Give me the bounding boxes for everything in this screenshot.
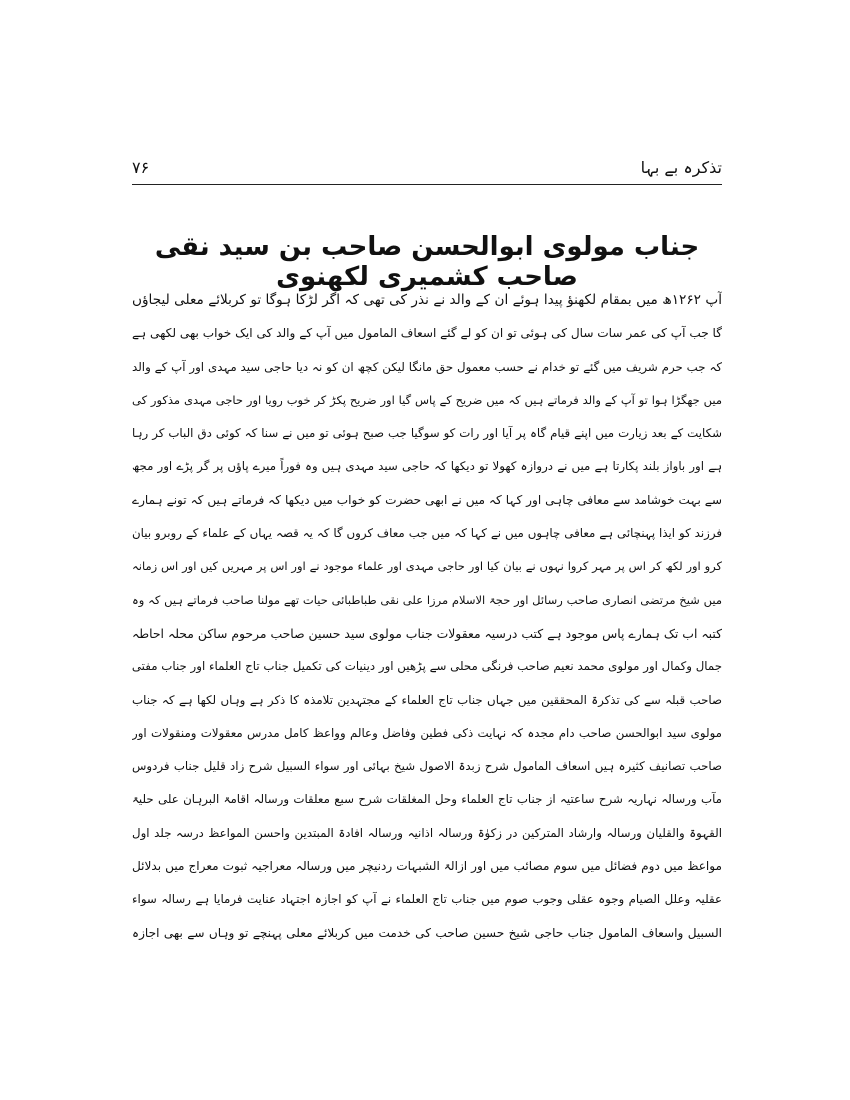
text-line: مآب ورسالہ نہاریہ شرح ساعتیہ از جناب تاج العلماء وحل المغلقات شرح سبع معلقات ورسالہ اقامۃ البرہان علی حلیۃ bbox=[132, 792, 722, 807]
text-line: کتبہ اب تک ہمارے پاس موجود ہے کتب درسیہ معقولات جناب مولوی سید حسین صاحب مرحوم ساکن محلہ احاطہ bbox=[132, 625, 722, 641]
text-line: گا جب آپ کی عمر سات سال کی ہوئی تو ان کو لے گئے اسعاف المامول میں آپ کے والد کی ایک خواب بھی لکھی ہے bbox=[132, 326, 722, 341]
body-text bbox=[132, 284, 722, 950]
text-line: ہے اور باواز بلند پکارتا ہے میں نے دروازہ کھولا تو دیکھا کہ حاجی سید مہدی ہیں وہ فوراً میرے پاؤں پر گر پڑے اور مجھ bbox=[132, 459, 722, 474]
text-line: صاحب تصانیف کثیرہ ہیں اسعاف المامول شرح زبدۃ الاصول شیخ بہائی اور سواء السبیل شرح زاد قلیل جناب فردوس bbox=[132, 759, 722, 774]
header-rule bbox=[132, 184, 722, 185]
text-line: القہوۃ والقلیان ورسالہ وارشاد المترکین در زکوٰۃ ورسالہ اذانیہ ورسالہ افادۃ المبتدین واحسن المواعظ درسہ جلد اول bbox=[132, 825, 722, 840]
text-line: السبیل واسعاف المامول جناب حاجی شیخ حسین صاحب کی خدمت میں کربلائے معلی پہنچے تو وہاں سے بھی اجازہ bbox=[132, 925, 722, 940]
text-line: مولوی سید ابوالحسن صاحب دام مجدہ کہ نہایت ذکی فطین وفاضل وعالم وواعظ کامل مدرس معقولات ومنقولات اور bbox=[132, 725, 722, 740]
text-line: سے بہت خوشامد سے معافی چاہی اور کہا کہ میں نے ابھی حضرت کو خواب میں دیکھا کہ فرماتے ہیں کہ تونے ہمارے bbox=[132, 492, 722, 507]
page-number: ۷۶ bbox=[132, 158, 150, 177]
running-title: تذکرہ بے بہا bbox=[640, 158, 722, 177]
text-line: شکایت کے بعد زیارت میں اپنے قیام گاہ پر آیا اور رات کو سوگیا جب صبح ہوئی تو میں نے سنا کہ کوئی دق الباب کر رہا bbox=[132, 426, 722, 441]
text-line: صاحب قبلہ سے کی تذکرۃ المحققین میں جہاں جناب تاج العلماء کے مجتہدین تلامذہ کا ذکر ہے وہاں لکھا ہے کہ جناب bbox=[132, 692, 722, 707]
text-line: کرو اور لکھ کر اس پر مہر کروا نہوں نے بیان کیا اور حاجی مہدی اور علماء موجود نے اور اس پر مہریں کیں اور اس زمانہ bbox=[132, 559, 722, 574]
text-line: عقلیہ وعلل الصیام وجوہ عقلی وجوب صوم میں جناب تاج العلماء نے آپ کو اجازہ اجتہاد عنایت فرمایا ہے رسالہ سواء bbox=[132, 892, 722, 907]
text-line: آپ ۱۲۶۲ھ میں بمقام لکھنؤ پیدا ہوئے ان کے والد نے نذر کی تھی کہ اگر لڑکا ہوگا تو کربلائے معلی لیجاؤں bbox=[132, 292, 722, 308]
text-line: فرزند کو ایذا پہنچائی ہے معافی چاہوں میں نے کہا کہ میں جب معاف کروں گا کہ یہ قصہ یہاں کے علماء کے روبرو بیان bbox=[132, 526, 722, 541]
text-line: جمال وکمال اور مولوی محمد نعیم صاحب فرنگی محلی سے پڑھیں اور دینیات کی تکمیل جناب تاج العلماء اور جناب مفتی bbox=[132, 659, 722, 674]
text-line: کہ جب حرم شریف میں گئے تو خدام نے حسب معمول حق مانگا لیکن کچھ ان کو نہ دیا حاجی سید مہدی اور آپ کے والد bbox=[132, 359, 722, 374]
text-line: میں شیخ مرتضی انصاری صاحب رسائل اور حجۃ الاسلام مرزا علی نقی طباطبائی حیات تھے مولنا صاحب فرماتے ہیں کہ وہ bbox=[132, 592, 722, 607]
page-header bbox=[132, 158, 722, 182]
text-line: مواعظ میں دوم فضائل میں سوم مصائب میں اور ازالۃ الشبہات ردنیچر میں ورسالہ معراجیہ ثبوت معراج میں بدلائل bbox=[132, 859, 722, 874]
section-heading: جناب مولوی ابوالحسن صاحب بن سید نقی صاحب کشمیری لکھنوی bbox=[154, 232, 700, 292]
text-line: میں جھگڑا ہوا تو آپ کے والد فرماتے ہیں کہ میں ضریح کے پاس گیا اور ضریح پکڑ کر خوب رویا اور حاجی مہدی مذکور کی bbox=[132, 392, 722, 407]
